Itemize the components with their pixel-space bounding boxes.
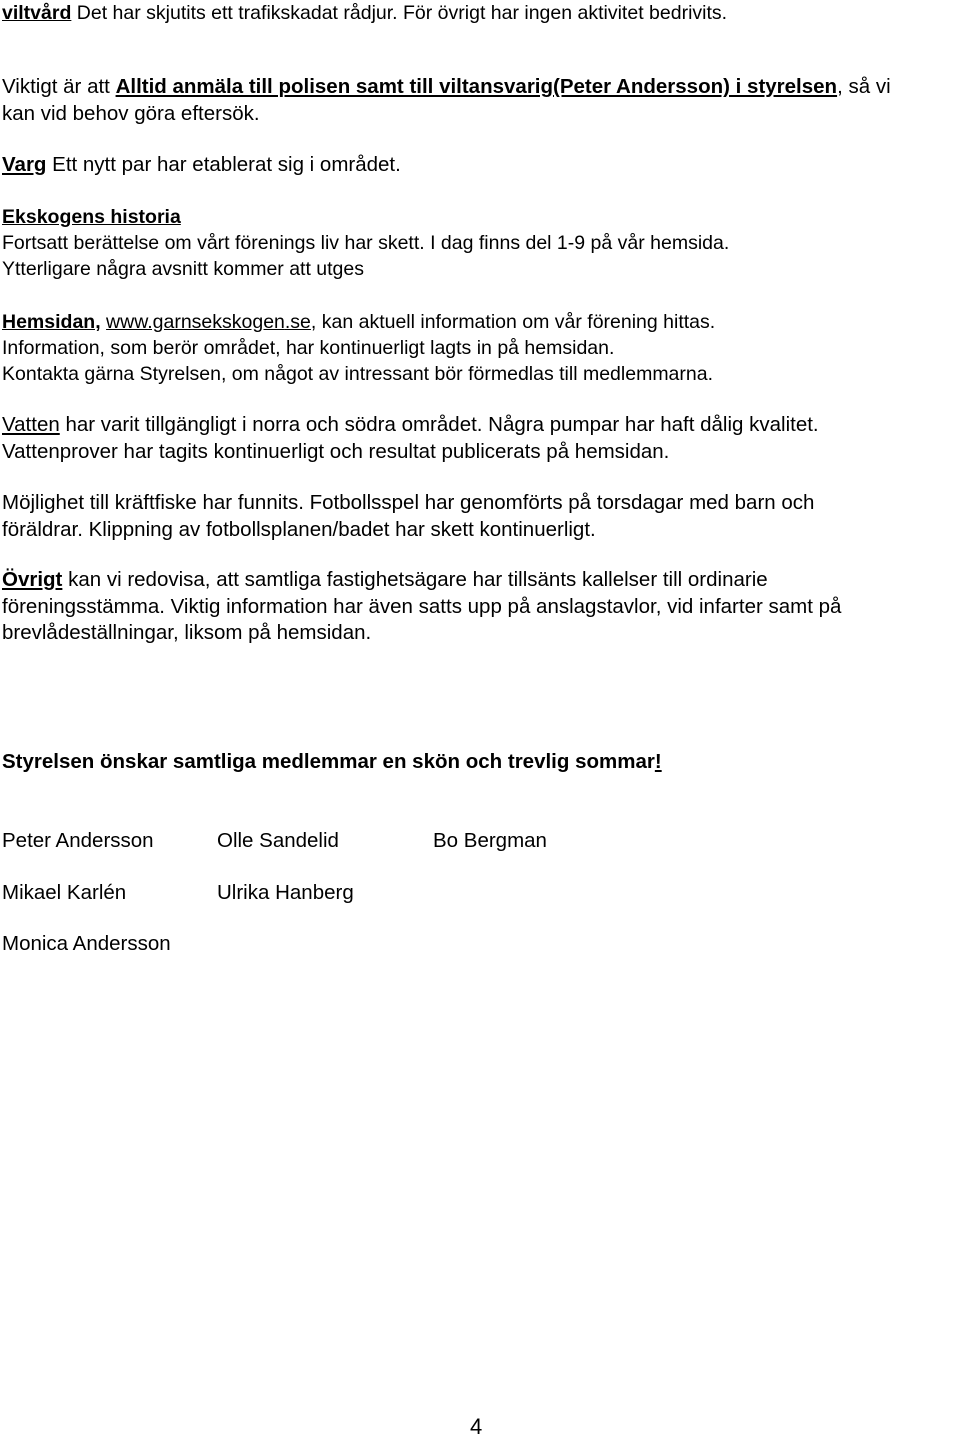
water-line-1-rest: har varit tillgängligt i norra och södra området. Några pumpar har haft dålig kvalitet. [59,413,819,436]
viltvard-text: Det har skjutits ett trafikskadat rådjur. För övrigt har ingen aktivitet bedrivits. [71,2,728,24]
report-pre: Viktigt är att [2,75,116,98]
website-link-tld[interactable]: .se [284,311,311,333]
other-line-3: brevlådeställningar, liksom på hemsidan. [2,621,372,644]
signature-name: Bo Bergman [433,829,547,852]
greeting-exclamation: ! [654,750,662,773]
history-paragraph [2,204,960,282]
signature-name: Mikael Karlén [2,881,127,904]
viltvard-paragraph [2,0,960,26]
water-heading: Vatten [2,413,60,436]
website-paragraph [2,309,960,387]
report-paragraph [2,74,960,127]
website-line-2: Information, som berör området, har kontinuerligt lagts in på hemsidan. [2,337,615,359]
signature-name: Monica Andersson [2,932,171,955]
website-heading: Hemsidan, [2,311,101,333]
water-paragraph [2,412,960,465]
greeting-text: Styrelsen önskar samtliga medlemmar en skön och trevlig sommar [2,750,655,773]
website-line-1-rest: , kan aktuell information om vår förening hittas. [310,311,716,333]
varg-heading: Varg [2,153,47,176]
history-line-1: Fortsatt berättelse om vårt förenings liv har skett. I dag finns del 1-9 på vår hemsida. [2,232,730,254]
report-post: , så vi [837,75,891,98]
report-line-2: kan vid behov göra eftersök. [2,101,260,125]
activities-line-1: Möjlighet till kräftfiske har funnits. Fotbollsspel har genomförts på torsdagar med barn och [2,491,815,514]
history-heading: Ekskogens historia [2,206,181,228]
activities-line-2: föräldrar. Klippning av fotbollsplanen/badet har skett kontinuerligt. [2,517,596,541]
other-line-2: föreningsstämma. Viktig information har även satts upp på anslagstavlor, vid infarter samt på [2,594,842,618]
signature-name: Olle Sandelid [217,829,339,852]
varg-paragraph [2,152,960,179]
other-paragraph [2,567,960,647]
page-number: 4 [470,1414,483,1439]
water-line-2: Vattenprover har tagits kontinuerligt och resultat publicerats på hemsidan. [2,439,670,463]
website-line-1 [2,309,960,335]
other-line-1 [2,567,960,594]
website-link[interactable]: www.garnsekskogen [106,311,285,333]
water-line-1 [2,412,960,439]
history-line-2: Ytterligare några avsnitt kommer att utges [2,258,364,280]
viltvard-heading: viltvård [2,2,72,24]
varg-text: Ett nytt par har etablerat sig i området. [46,153,401,176]
report-line-1 [2,74,960,101]
website-line-3: Kontakta gärna Styrelsen, om något av intressant bör förmedlas till medlemmarna. [2,363,714,385]
signature-name: Ulrika Hanberg [217,881,354,904]
other-heading: Övrigt [2,568,63,591]
signature-name: Peter Andersson [2,829,154,852]
other-line-1-rest: kan vi redovisa, att samtliga fastighetsägare har tillsänts kallelser till ordinarie [62,568,768,591]
report-emphasis: Alltid anmäla till polisen samt till viltansvarig(Peter Andersson) i styrelsen [115,75,838,98]
greeting [2,749,960,776]
activities-paragraph [2,490,960,543]
